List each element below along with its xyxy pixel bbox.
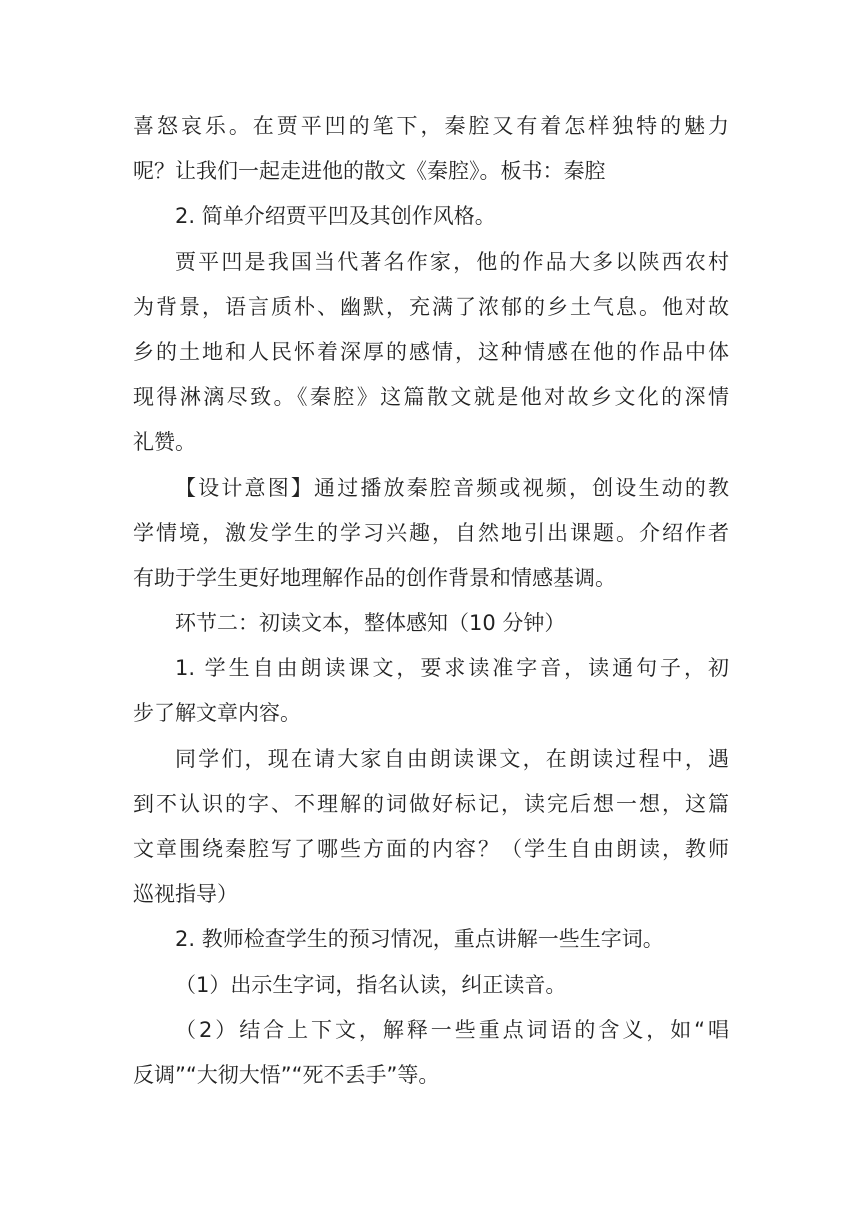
text-line: 文章围绕秦腔写了哪些方面的内容？（学生自由朗读，教师 bbox=[133, 837, 729, 861]
section-heading: 环节二：初读文本，整体感知（10 分钟） bbox=[175, 611, 566, 636]
text-line: 巡视指导） bbox=[133, 882, 238, 907]
text-line: 同学们，现在请大家自由朗读课文，在朗读过程中，遇 bbox=[175, 746, 729, 771]
text-line: 1. 学生自由朗读课文，要求读准字音，读通句子，初 bbox=[175, 656, 729, 681]
text-line: 为背景，语言质朴、幽默，充满了浓郁的乡土气息。他对故 bbox=[133, 294, 729, 319]
text-line: 现得淋漓尽致。《秦腔》这篇散文就是他对故乡文化的深情 bbox=[133, 385, 729, 410]
text-line: 喜怒哀乐。在贾平凹的笔下，秦腔又有着怎样独特的魅力 bbox=[133, 114, 729, 138]
text-line: 乡的土地和人民怀着深厚的感情，这种情感在他的作品中体 bbox=[133, 339, 729, 364]
text-line: 有助于学生更好地理解作品的创作背景和情感基调。 bbox=[133, 565, 616, 590]
text-line: 礼赞。 bbox=[133, 430, 196, 455]
text-line: 呢？让我们一起走进他的散文《秦腔》。板书：秦腔 bbox=[133, 159, 606, 184]
text-line: （1）出示生字词，指名认读，纠正读音。 bbox=[175, 972, 567, 997]
text-line: 2. 教师检查学生的预习情况，重点讲解一些生字词。 bbox=[175, 927, 664, 952]
text-line: 贾平凹是我国当代著名作家，他的作品大多以陕西农村 bbox=[175, 249, 729, 274]
text-line: 到不认识的字、不理解的词做好标记，读完后想一想，这篇 bbox=[133, 791, 729, 816]
text-line: 步了解文章内容。 bbox=[133, 701, 301, 726]
text-line: 2. 简单介绍贾平凹及其创作风格。 bbox=[175, 204, 496, 229]
text-line: 学情境，激发学生的学习兴趣，自然地引出课题。介绍作者 bbox=[133, 520, 729, 545]
text-line: 反调”“大彻大悟”“死不丢手”等。 bbox=[133, 1062, 440, 1087]
text-line: （2）结合上下文，解释一些重点词语的含义，如“唱 bbox=[175, 1017, 729, 1042]
document-body bbox=[133, 104, 729, 1098]
text-line: 【设计意图】通过播放秦腔音频或视频，创设生动的教 bbox=[175, 475, 729, 500]
